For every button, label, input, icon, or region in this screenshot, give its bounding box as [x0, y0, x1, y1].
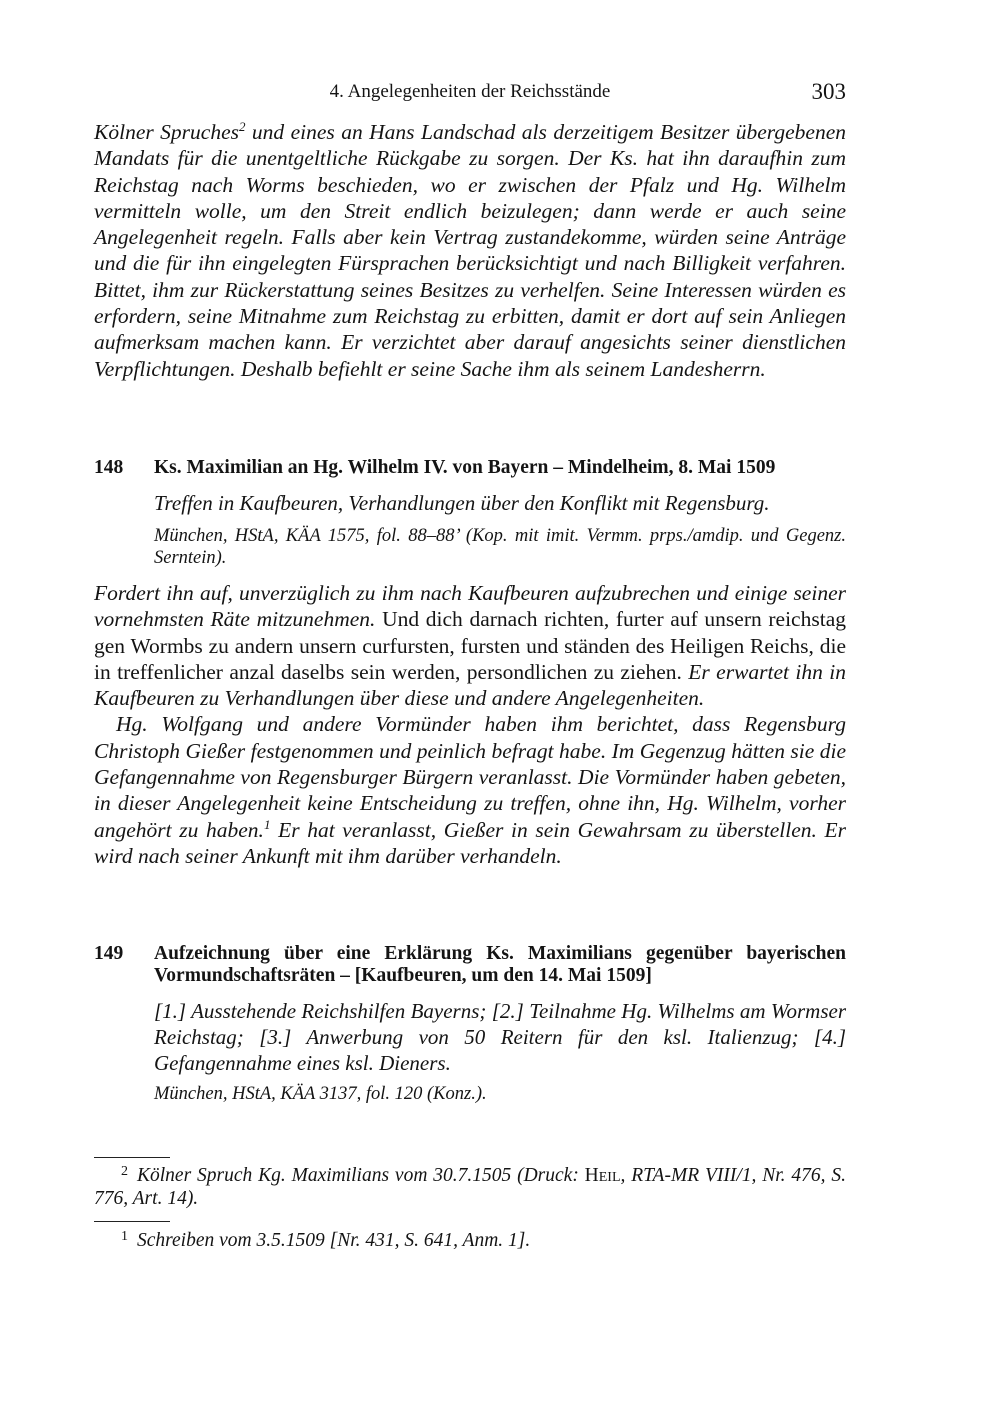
summary-item: Ausstehende Reichshilfen Bayerns;: [186, 999, 492, 1023]
footnote-call: 1: [263, 816, 271, 832]
running-head-title: 4. Angelegenheiten der Reichsstände: [329, 81, 611, 102]
summary-label: [2.]: [491, 999, 524, 1023]
regest-text: Er hat veranlasst, Gießer in sein Gewahrsam zu überstellen. Er wird nach seiner Ankunft mit ihm darüber verhandeln.: [94, 817, 846, 868]
entry-148-body: [94, 580, 846, 869]
summary-label: [1.]: [154, 999, 187, 1023]
continued-text-rest: und eines an Hans Landschad als derzeitigem Besitzer übergebenen Mandats für die unentgeltliche Rückgabe zu sorgen. Der Ks. hat ihn daraufhin zum Reichstag nach Worms beschieden, wo er zwischen der Pfalz und Hg. Wilhelm vermitteln wolle, um den Streit endlich beizulegen; dann werde er auch seine Angelegenheit regeln. Falls aber kein Vertrag zustandekomme, würden seine Anträge und die für ihn eingelegten Fürsprachen berücksichtigt und nach Billigkeit verfahren. Bittet, ihm zur Rückerstattung seines Besitzes zu verhelfen. Seine Interessen würden es erfordern, seine Mitnahme zum Reichstag zu erbitten, damit er dort auf sein Anliegen aufmerksam machen kann. Er verzichtet aber darauf angesichts seiner dienstlichen Verpflichtungen. Deshalb befiehlt er seine Sache ihm als seinem Landesherrn.: [94, 120, 846, 381]
continued-paragraph: [94, 119, 846, 382]
entry-148-paragraph-2: [94, 711, 846, 869]
footnote-2: [94, 1160, 846, 1210]
regest-text: Hg. Wolfgang und andere Vormünder haben ihm berichtet, dass Regensburg Christoph Gießer festgenommen und peinlich befragt habe. Im Gegenzug hätten sie die Gefangennahme von Regensburger Bürgern veranlasst. Die Vormünder haben gebeten, in dieser Angelegenheit keine Entscheidung zu treffen, ohne ihn, Hg. Wilhelm, vorher angehört zu haben.: [94, 712, 846, 842]
entry-number: 148: [94, 457, 124, 478]
footnote-number: 1: [121, 1229, 128, 1244]
summary-item: Teilnahme Hg. Wilhelms am Wormser Reichstag;: [154, 999, 846, 1049]
entry-149-source: München, HStA, KÄA 3137, fol. 120 (Konz.).: [154, 1084, 487, 1104]
quoted-source-text: Und dich darnach richten, furter auf unsern reichstag gen Wormbs zu andern unsern curfursten, fursten und ständen des Heiligen Reichs, die in treffenlicher anzal daselbs sein werden, persondlichen zu ziehen.: [94, 607, 846, 684]
footnote-number: 2: [121, 1164, 128, 1179]
footnote-author: Heil: [584, 1165, 621, 1186]
running-head: [94, 79, 846, 107]
regest-text: Er erwartet ihn in Kaufbeuren zu Verhandlungen über diese und andere Angelegenheiten.: [94, 659, 846, 711]
page-number: 303: [811, 79, 846, 104]
footnote-text: Schreiben vom 3.5.1509 [Nr. 431, S. 641, Anm. 1].: [137, 1230, 531, 1251]
entry-number: 149: [94, 943, 124, 964]
summary-label: [4.]: [813, 1025, 847, 1049]
summary-label: [3.]: [259, 1025, 292, 1049]
footnote-rule: [94, 1221, 170, 1222]
entry-148-summary: Treffen in Kaufbeuren, Verhandlungen über den Konflikt mit Regensburg.: [154, 491, 770, 515]
entry-title: Aufzeichnung über eine Erklärung Ks. Maximilians gegenüber bayerischen Vormundschaftsräten – [Kaufbeuren, um den 14. Mai 1509]: [154, 943, 846, 986]
footnote-call: 2: [238, 119, 246, 134]
regest-text: Fordert ihn auf, unverzüglich zu ihm nach Kaufbeuren aufzubrechen und einige seiner vornehmsten Räte mitzunehmen.: [94, 581, 846, 632]
entry-148-source: München, HStA, KÄA 1575, fol. 88–88’ (Kop. mit imit. Vermm. prps./amdip. und Gegenz. Serntein).: [154, 526, 846, 568]
entry-148-paragraph-1: [94, 580, 846, 711]
entry-149-summary: [154, 998, 846, 1076]
footnote-rule: [94, 1157, 170, 1158]
summary-item: Anwerbung von 50 Reitern für den ksl. Italienzug;: [291, 1025, 814, 1049]
footnote-text: , RTA-MR VIII/1, Nr. 476, S. 776, Art. 14).: [94, 1165, 846, 1209]
entry-title: Ks. Maximilian an Hg. Wilhelm IV. von Bayern – Mindelheim, 8. Mai 1509: [154, 457, 776, 478]
footnote-text: Kölner Spruch Kg. Maximilians vom 30.7.1505 (Druck:: [137, 1165, 585, 1186]
footnote-1: [94, 1225, 846, 1252]
continued-text-start: Kölner Spruches: [94, 120, 239, 144]
summary-item: Gefangennahme eines ksl. Dieners.: [154, 1051, 451, 1075]
